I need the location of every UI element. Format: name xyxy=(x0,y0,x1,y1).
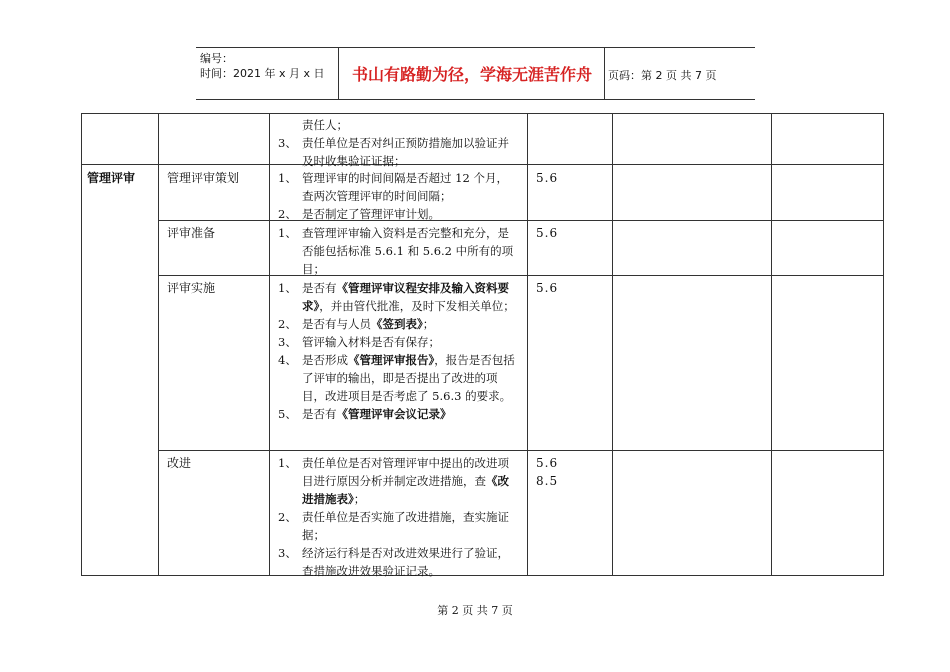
criteria-item-text xyxy=(302,224,518,278)
criteria-item xyxy=(278,508,518,544)
criteria-text-run: 查管理评审输入资料是否完整和充分，是否能包括标准 5.6.1 和 5.6.2 中所有的项目； xyxy=(302,226,514,276)
criteria-item-number: 4、 xyxy=(278,353,297,367)
criteria-item xyxy=(278,315,518,333)
table-border xyxy=(81,113,82,576)
criteria-text-run: 是否形成 xyxy=(302,353,348,367)
criteria-item-text xyxy=(302,544,518,580)
criteria-item xyxy=(278,454,518,508)
criteria-text-run: ，报告是否包括了评审的输出，即是否提出了改进的项目，改进项目是否考虑了 5.6.3 的要求。 xyxy=(302,353,515,403)
criteria-item-number: 1、 xyxy=(278,281,297,295)
form-name-bold: 《管理评审报告》 xyxy=(348,353,435,367)
criteria-item-text xyxy=(302,405,518,423)
criteria-item-number: 3、 xyxy=(278,335,297,349)
criteria-item xyxy=(278,134,518,170)
criteria-item-number: 1、 xyxy=(278,171,297,185)
criteria-text-run: 责任单位是否对纠正预防措施加以验证并及时收集验证证据； xyxy=(302,136,509,168)
criteria-text-run: 是否有 xyxy=(302,407,337,421)
criteria-item xyxy=(278,333,518,351)
criteria-text-run: 责任单位是否实施了改进措施，查实施证据； xyxy=(302,510,509,542)
table-col-divider xyxy=(269,113,270,576)
clause-ref: 5.6 xyxy=(536,226,559,240)
table-col-divider xyxy=(771,113,772,576)
table-border xyxy=(81,113,884,114)
criteria-text-run: 是否有与人员 xyxy=(302,317,371,331)
row-subitem: 管理评审策划 xyxy=(167,171,240,185)
table-row-divider xyxy=(158,450,884,451)
clause-ref: 5.6 xyxy=(536,456,559,470)
row-criteria xyxy=(278,454,518,580)
page-header xyxy=(196,47,755,100)
criteria-text-run: 管理评审的时间间隔是否超过 12 个月，查两次管理评审的时间间隔； xyxy=(302,171,508,203)
criteria-item-text xyxy=(302,351,518,405)
audit-checklist-table xyxy=(81,113,884,576)
criteria-item xyxy=(278,544,518,580)
criteria-item-number: 3、 xyxy=(278,136,297,150)
header-divider xyxy=(604,48,605,99)
row-criteria xyxy=(278,116,518,170)
document-date-label: 时间：2021 年 x 月 x 日 xyxy=(200,67,325,80)
table-col-divider xyxy=(612,113,613,576)
page-footer: 第 2 页 共 7 页 xyxy=(437,604,513,617)
clause-ref: 8.5 xyxy=(536,474,559,488)
table-col-divider xyxy=(527,113,528,576)
header-meta xyxy=(200,51,325,81)
criteria-item-text xyxy=(302,454,518,508)
section-label: 管理评审 xyxy=(87,171,136,185)
row-criteria xyxy=(278,169,518,223)
table-col-divider xyxy=(158,113,159,576)
row-clause-ref xyxy=(536,279,558,297)
criteria-item-text xyxy=(302,134,518,170)
criteria-item-number xyxy=(278,116,302,134)
form-name-bold: 《签到表》 xyxy=(371,317,423,331)
criteria-text-run: 责任人； xyxy=(302,118,348,132)
row-criteria xyxy=(278,224,518,278)
criteria-text-run: 是否有 xyxy=(302,281,337,295)
criteria-item-number: 3、 xyxy=(278,546,297,560)
clause-ref: 5.6 xyxy=(536,281,559,295)
table-row-divider xyxy=(158,275,884,276)
row-clause-ref xyxy=(536,454,558,490)
criteria-item-text xyxy=(302,333,518,351)
clause-ref: 5.6 xyxy=(536,171,559,185)
form-name-bold: 《管理评审议程安排及输入资料要求》 xyxy=(302,281,509,313)
row-clause-ref xyxy=(536,169,558,187)
header-motto: 书山有路勤为径，学海无涯苦作舟 xyxy=(351,65,592,84)
criteria-item-number: 1、 xyxy=(278,226,297,240)
criteria-item-text xyxy=(302,315,518,333)
criteria-item-number: 1、 xyxy=(278,456,297,470)
criteria-text-run: ，并由管代批准，及时下发相关单位； xyxy=(319,299,515,313)
criteria-item xyxy=(278,169,518,205)
criteria-item xyxy=(278,279,518,315)
table-border xyxy=(883,113,884,576)
row-subitem: 改进 xyxy=(167,456,192,470)
criteria-item xyxy=(278,351,518,405)
criteria-text-run: ； xyxy=(353,492,366,506)
row-criteria xyxy=(278,279,518,423)
form-name-bold: 《管理评审会议记录》 xyxy=(336,407,452,421)
row-subitem: 评审准备 xyxy=(167,226,216,240)
row-clause-ref xyxy=(536,224,558,242)
criteria-item-text xyxy=(302,116,518,134)
criteria-item xyxy=(278,205,518,223)
document-number-label: 编号： xyxy=(200,52,233,65)
header-divider xyxy=(338,48,339,99)
criteria-text-run: 是否制定了管理评审计划。 xyxy=(302,207,440,221)
criteria-item-text xyxy=(302,279,518,315)
criteria-item xyxy=(278,405,518,423)
row-subitem: 评审实施 xyxy=(167,281,216,295)
criteria-text-run: ； xyxy=(422,317,435,331)
criteria-text-run: 责任单位是否对管理评审中提出的改进项目进行原因分析并制定改进措施，查 xyxy=(302,456,509,488)
criteria-item-text xyxy=(302,169,518,205)
criteria-text-run: 管评输入材料是否有保存； xyxy=(302,335,440,349)
criteria-item-text xyxy=(302,508,518,544)
criteria-item-text xyxy=(302,205,518,223)
criteria-item xyxy=(278,116,518,134)
criteria-text-run: 经济运行科是否对改进效果进行了验证，查措施改进效果验证记录。 xyxy=(302,546,509,578)
criteria-item-number: 2、 xyxy=(278,207,297,221)
table-row-divider xyxy=(158,220,884,221)
header-page-number: 页码：第 2 页 共 7 页 xyxy=(608,69,717,82)
criteria-item-number: 2、 xyxy=(278,510,297,524)
criteria-item-number: 5、 xyxy=(278,407,297,421)
criteria-item xyxy=(278,224,518,278)
form-name-bold: 《改进措施表》 xyxy=(302,474,509,506)
criteria-item-number: 2、 xyxy=(278,317,297,331)
